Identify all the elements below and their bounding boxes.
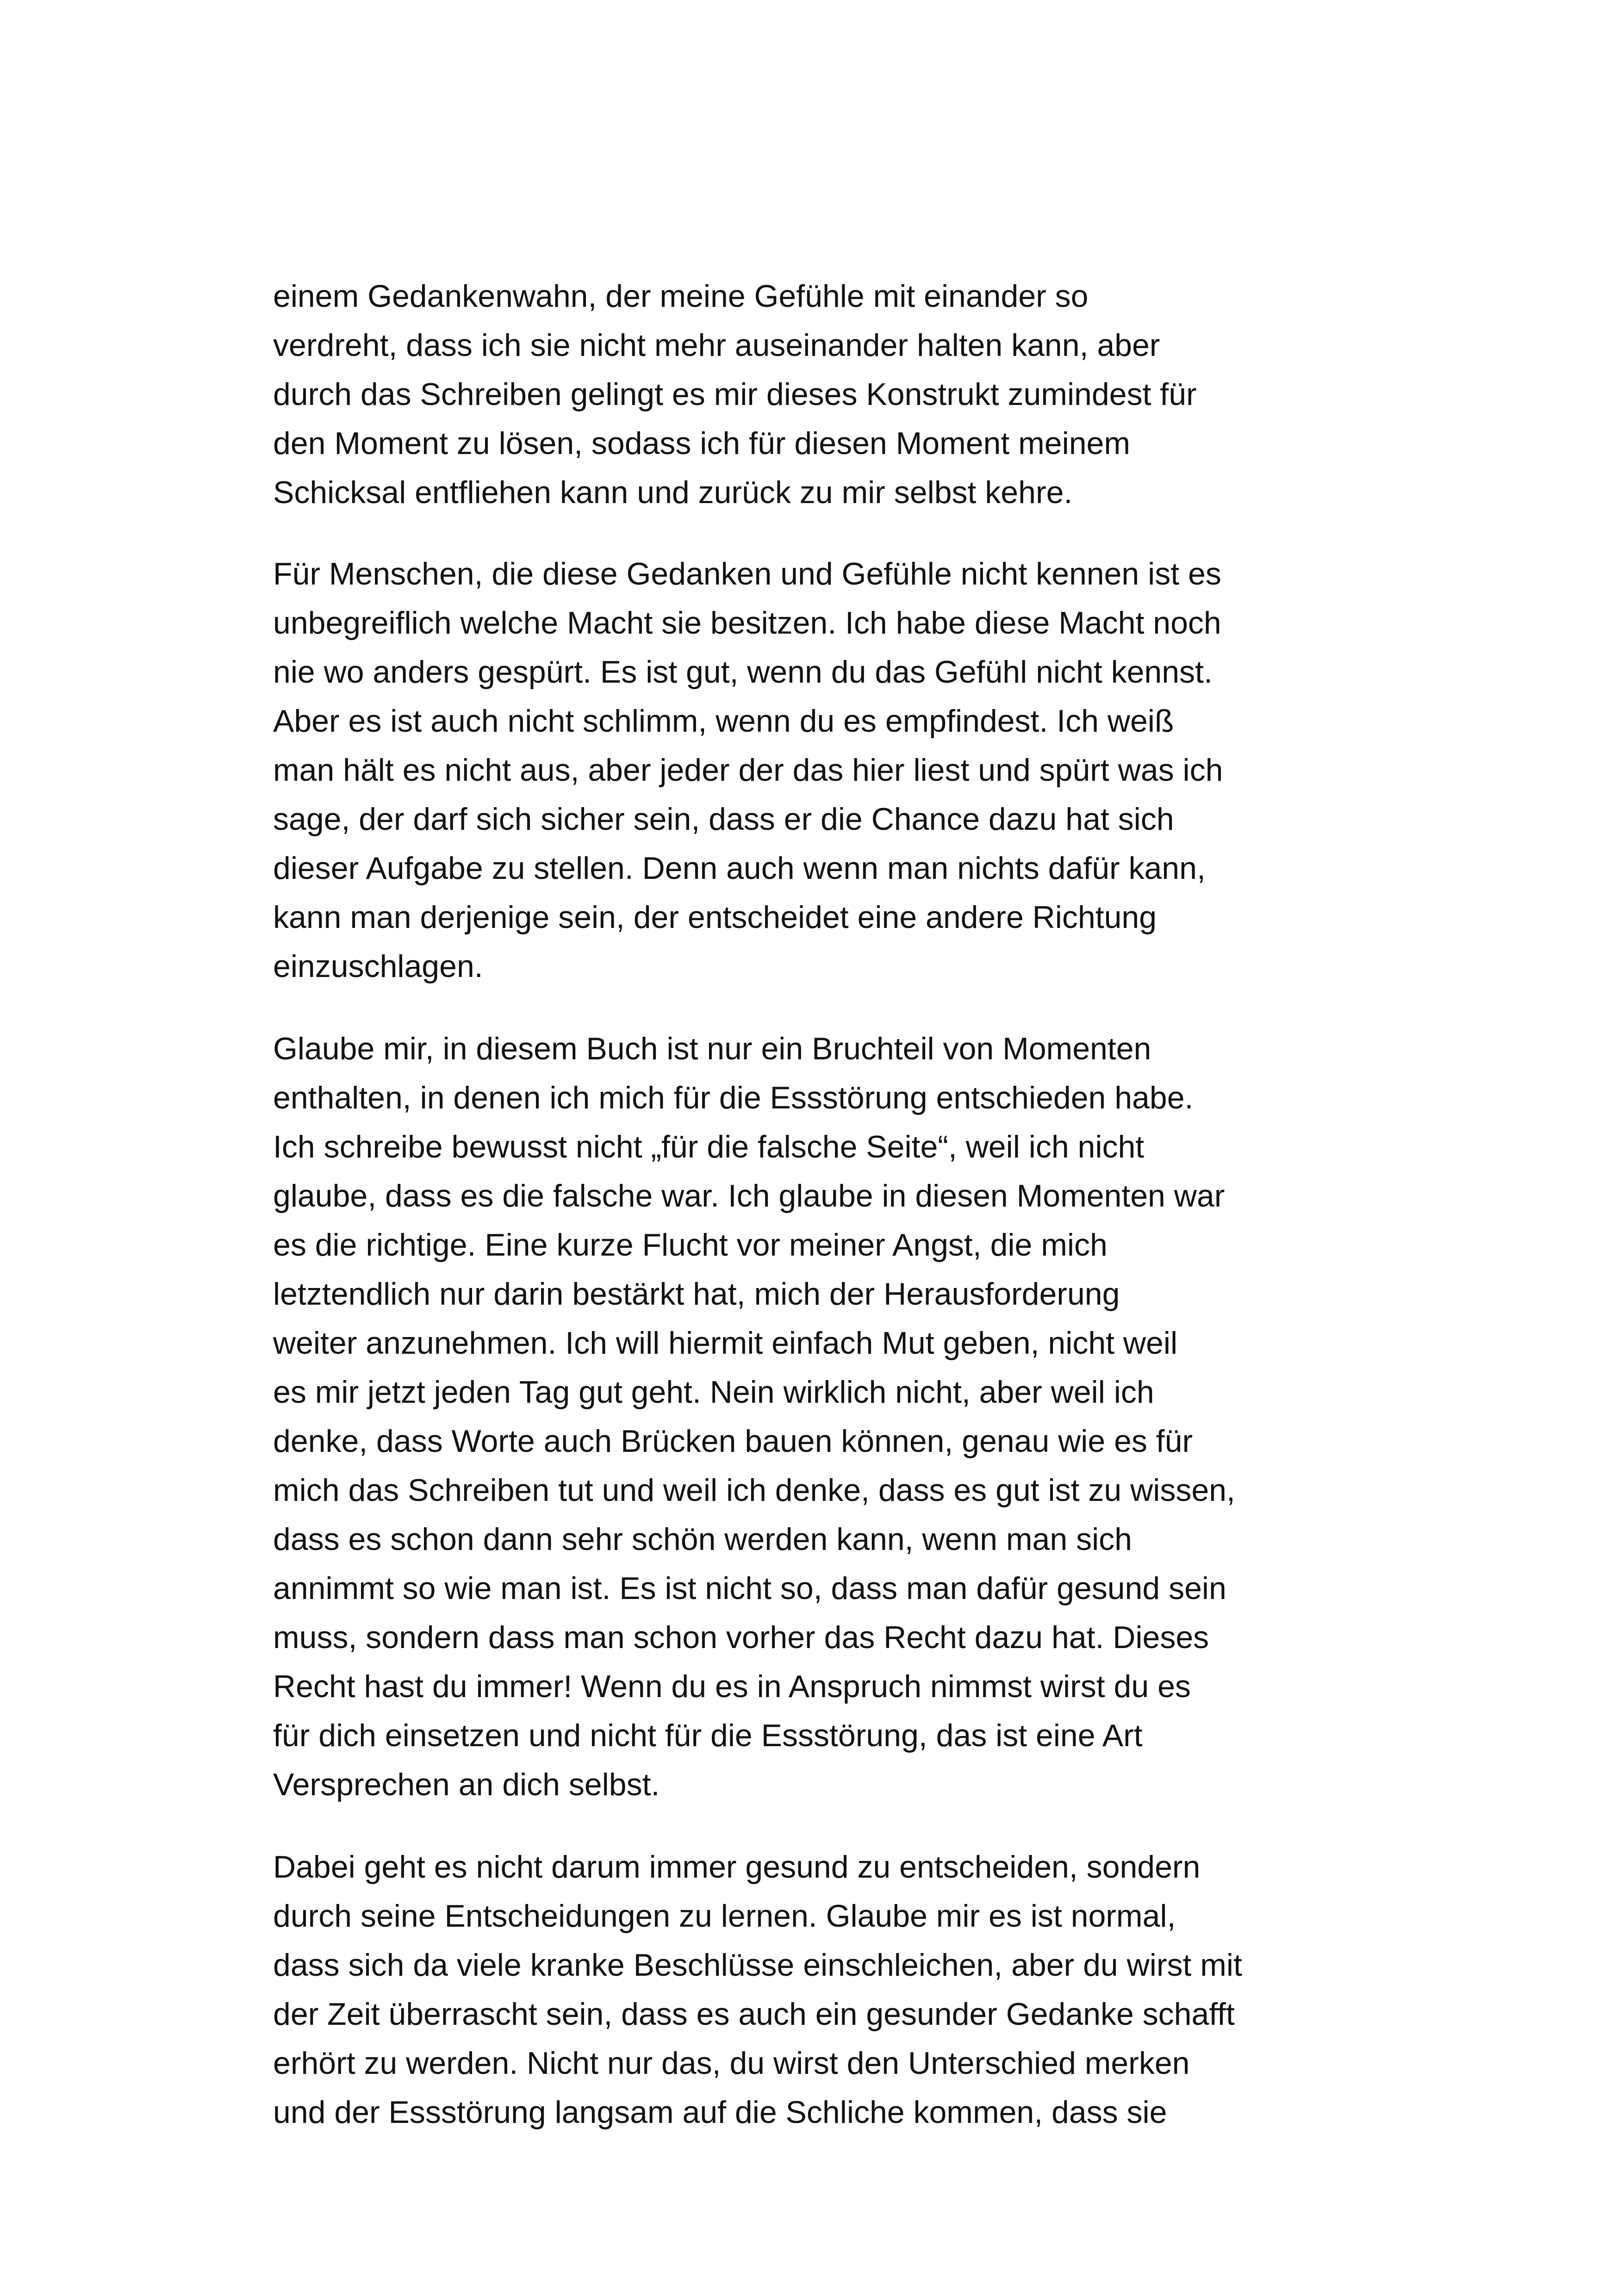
text-line: enthalten, in denen ich mich für die Essstörung entschieden habe. [273,1080,1194,1115]
text-line: annimmt so wie man ist. Es ist nicht so, dass man dafür gesund sein [273,1571,1226,1606]
text-line: es die richtige. Eine kurze Flucht vor meiner Angst, die mich [273,1227,1108,1263]
text-line: weiter anzunehmen. Ich will hiermit einfach Mut geben, nicht weil [273,1325,1178,1361]
text-line: der Zeit überrascht sein, dass es auch ein gesunder Gedanke schafft [273,1997,1235,2032]
text-line: Für Menschen, die diese Gedanken und Gefühle nicht kennen ist es [273,556,1221,591]
text-line: Aber es ist auch nicht schlimm, wenn du es empfindest. Ich weiß [273,703,1174,739]
text-line: erhört zu werden. Nicht nur das, du wirst den Unterschied merken [273,2046,1190,2081]
text-line: dass es schon dann sehr schön werden kann, wenn man sich [273,1522,1132,1557]
text-line: muss, sondern dass man schon vorher das Recht dazu hat. Dieses [273,1620,1209,1655]
text-line: verdreht, dass ich sie nicht mehr auseinander halten kann, aber [273,328,1160,363]
text-line: Schicksal entfliehen kann und zurück zu mir selbst kehre. [273,475,1073,510]
text-line: es mir jetzt jeden Tag gut geht. Nein wirklich nicht, aber weil ich [273,1375,1154,1410]
paragraph-4 [273,1842,1375,2137]
text-line: man hält es nicht aus, aber jeder der das hier liest und spürt was ich [273,753,1223,788]
text-line: denke, dass Worte auch Brücken bauen können, genau wie es für [273,1424,1193,1459]
text-line: für dich einsetzen und nicht für die Essstörung, das ist eine Art [273,1718,1143,1753]
paragraph-3 [273,1024,1375,1809]
text-line: dieser Aufgabe zu stellen. Denn auch wenn man nichts dafür kann, [273,851,1206,886]
paragraph-1 [273,272,1375,517]
text-line: dass sich da viele kranke Beschlüsse einschleichen, aber du wirst mit [273,1948,1242,1983]
text-line: und der Essstörung langsam auf die Schliche kommen, dass sie [273,2095,1167,2130]
text-line: Glaube mir, in diesem Buch ist nur ein Bruchteil von Momenten [273,1031,1151,1066]
text-line: Versprechen an dich selbst. [273,1767,660,1802]
text-line: einem Gedankenwahn, der meine Gefühle mit einander so [273,279,1089,314]
text-line: letztendlich nur darin bestärkt hat, mich der Herausforderung [273,1276,1120,1312]
text-line: Recht hast du immer! Wenn du es in Anspruch nimmst wirst du es [273,1669,1191,1704]
text-line: kann man derjenige sein, der entscheidet eine andere Richtung [273,900,1157,935]
text-line: glaube, dass es die falsche war. Ich glaube in diesen Momenten war [273,1178,1225,1213]
text-line: den Moment zu lösen, sodass ich für diesen Moment meinem [273,426,1131,461]
body-text [273,272,1375,2137]
text-line: nie wo anders gespürt. Es ist gut, wenn du das Gefühl nicht kennst. [273,654,1213,690]
text-line: einzuschlagen. [273,949,483,984]
text-line: durch seine Entscheidungen zu lernen. Glaube mir es ist normal, [273,1898,1176,1934]
text-line: unbegreiflich welche Macht sie besitzen. Ich habe diese Macht noch [273,605,1221,641]
text-line: sage, der darf sich sicher sein, dass er die Chance dazu hat sich [273,802,1174,837]
text-line: durch das Schreiben gelingt es mir dieses Konstrukt zumindest für [273,377,1197,412]
text-line: Ich schreibe bewusst nicht „für die falsche Seite“, weil ich nicht [273,1129,1145,1164]
text-line: Dabei geht es nicht darum immer gesund zu entscheiden, sondern [273,1849,1201,1885]
text-line: mich das Schreiben tut und weil ich denke, dass es gut ist zu wissen, [273,1473,1235,1508]
paragraph-2 [273,549,1375,991]
